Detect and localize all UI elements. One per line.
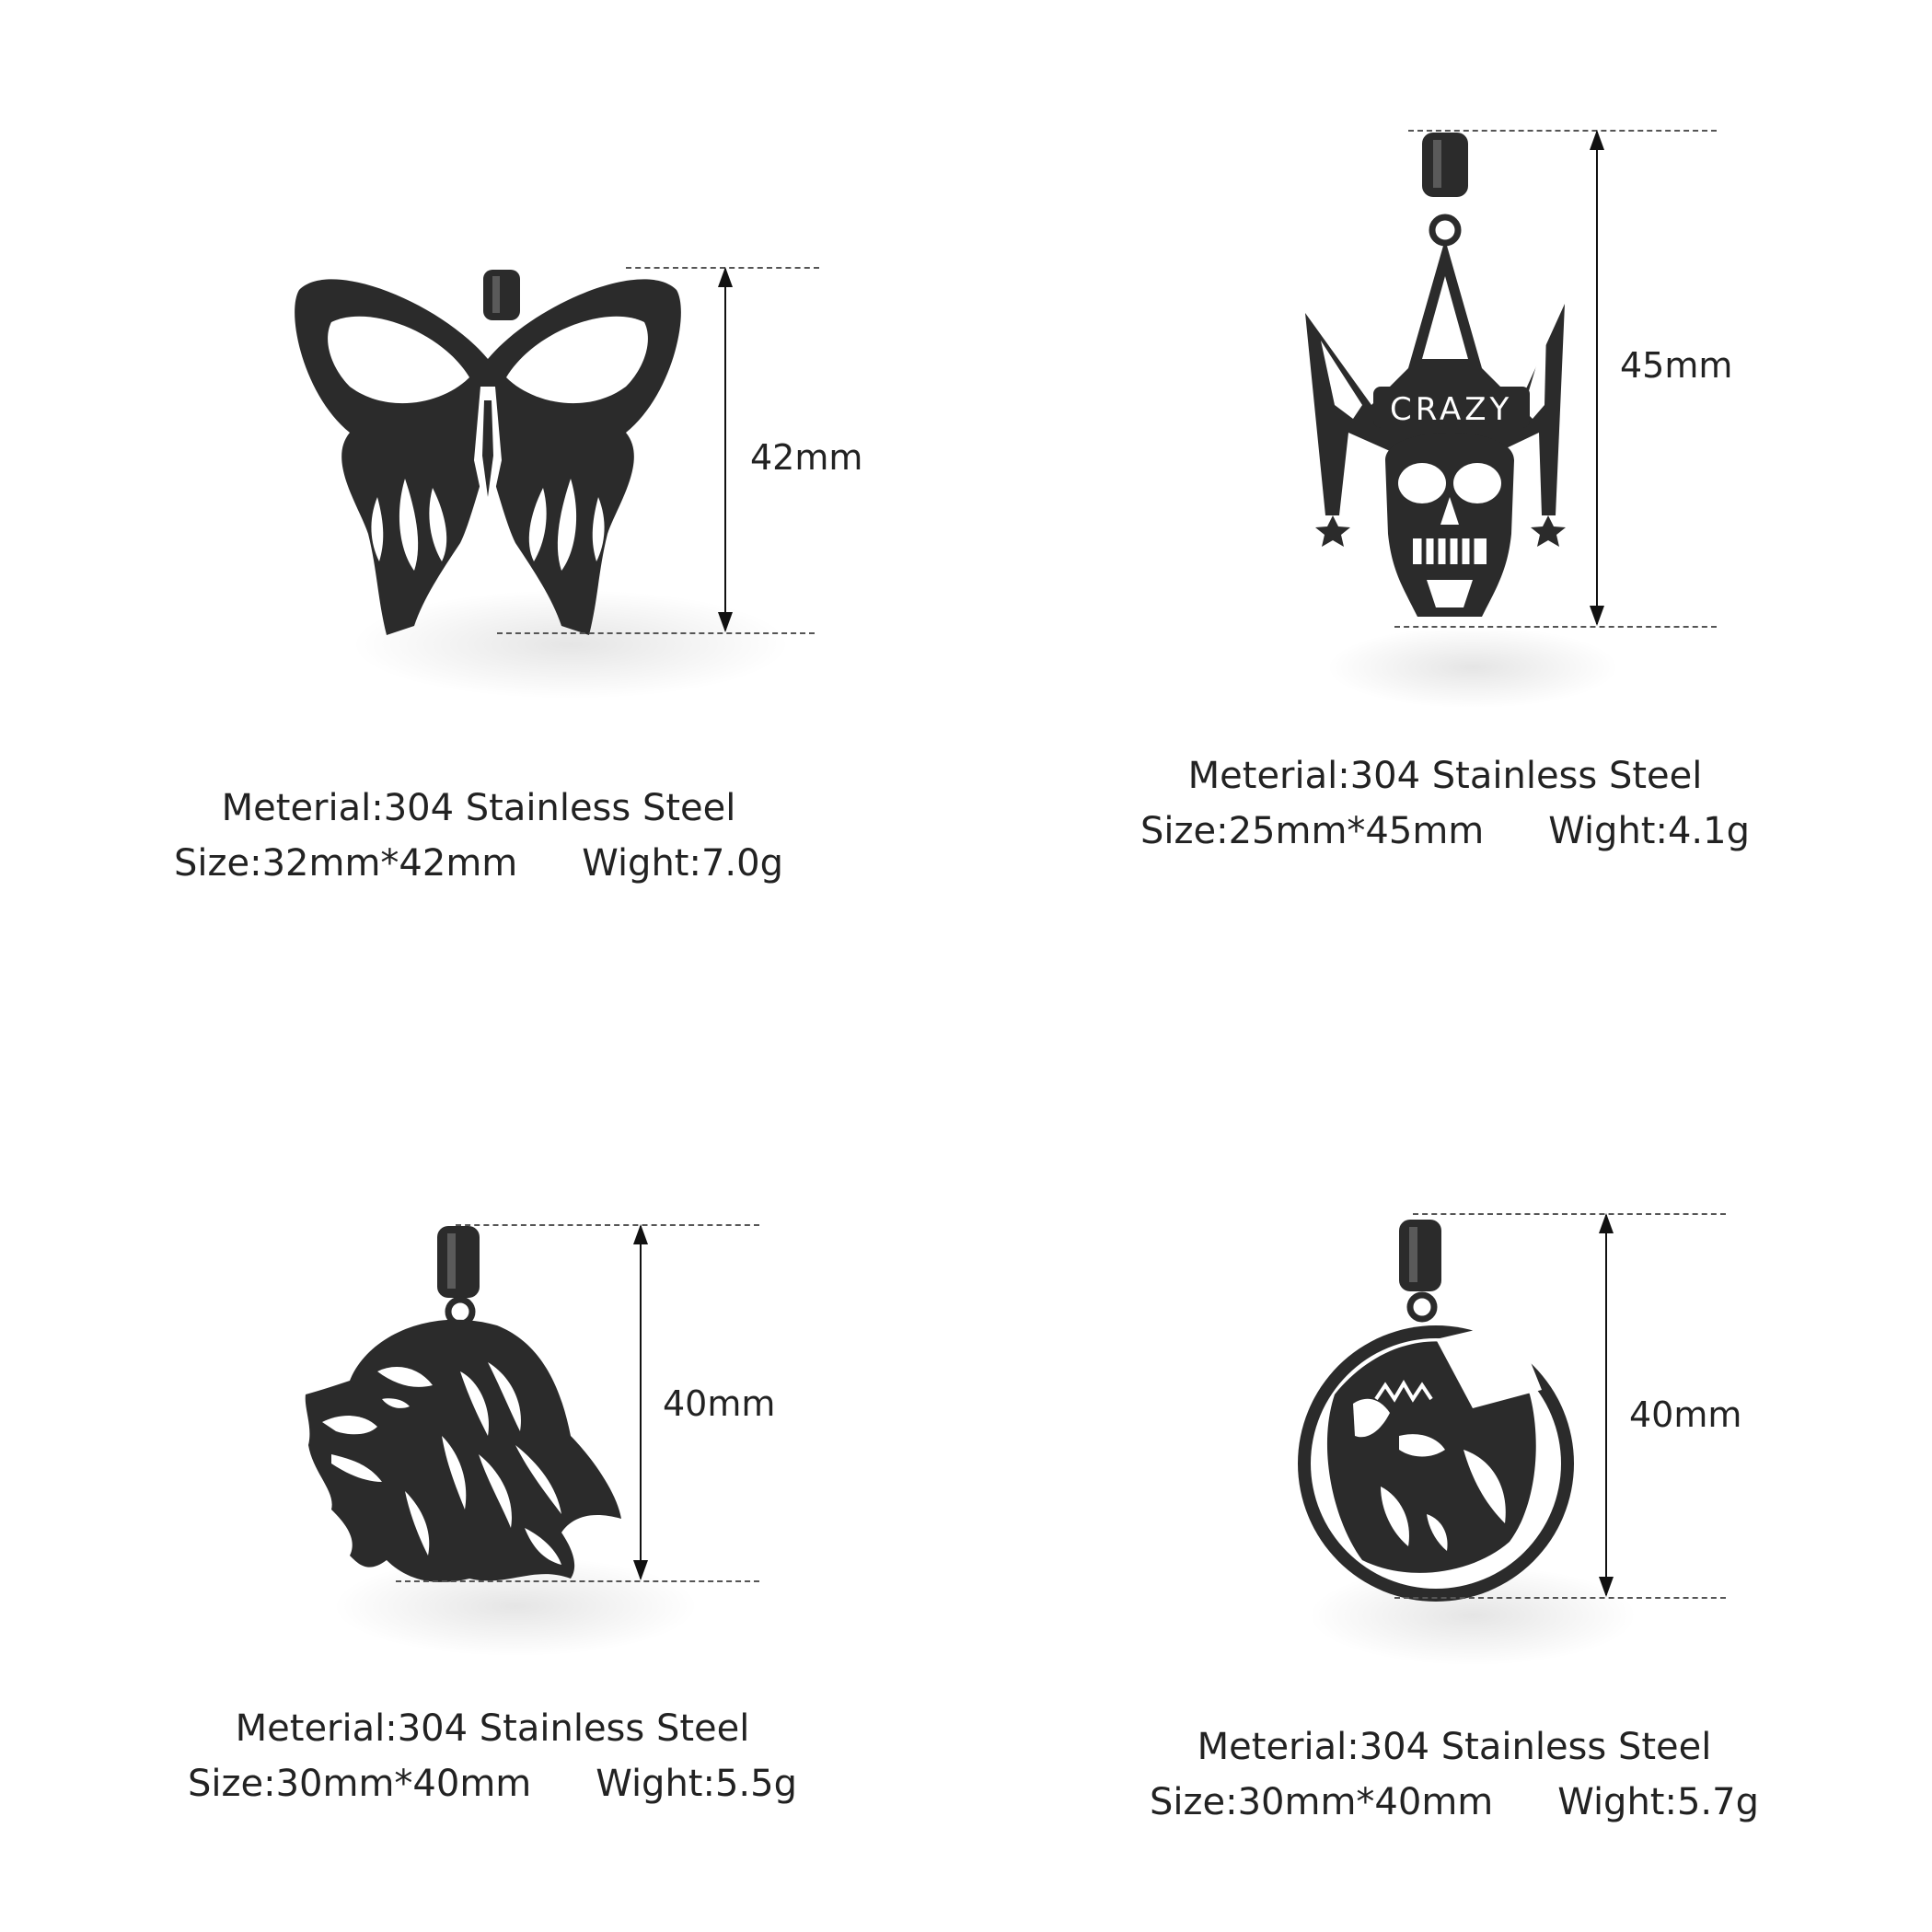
engraving-text: CRAZY — [1390, 391, 1513, 428]
weight-text: Wight:4.1g — [1548, 810, 1750, 852]
butterfly-pendant-icon — [276, 249, 700, 672]
weight-text: Wight:5.7g — [1557, 1781, 1759, 1823]
size-text: Size:32mm*42mm — [174, 842, 518, 885]
weight-text: Wight:5.5g — [596, 1763, 797, 1805]
material-text: Meterial:304 Stainless Steel — [1197, 1726, 1712, 1768]
spec-line — [147, 842, 810, 885]
dimension-label: 45mm — [1620, 345, 1733, 386]
material-text: Meterial:304 Stainless Steel — [221, 787, 736, 829]
dimension-label: 42mm — [750, 437, 863, 478]
jesus-cross-medallion-icon — [1289, 1210, 1583, 1615]
material-text: Meterial:304 Stainless Steel — [235, 1707, 750, 1750]
dimension-label: 40mm — [1629, 1394, 1742, 1435]
size-text: Size:30mm*40mm — [1150, 1781, 1494, 1823]
spec-line — [1114, 810, 1776, 852]
size-text: Size:30mm*40mm — [188, 1763, 532, 1805]
spec-line — [161, 1763, 824, 1805]
weight-text: Wight:7.0g — [582, 842, 783, 885]
spec-line — [1123, 1781, 1786, 1823]
jester-skull-pendant-icon — [1298, 129, 1574, 644]
lion-head-pendant-icon — [295, 1215, 635, 1602]
material-text: Meterial:304 Stainless Steel — [1187, 755, 1703, 797]
dimension-label: 40mm — [663, 1383, 776, 1424]
size-text: Size:25mm*45mm — [1140, 810, 1485, 852]
